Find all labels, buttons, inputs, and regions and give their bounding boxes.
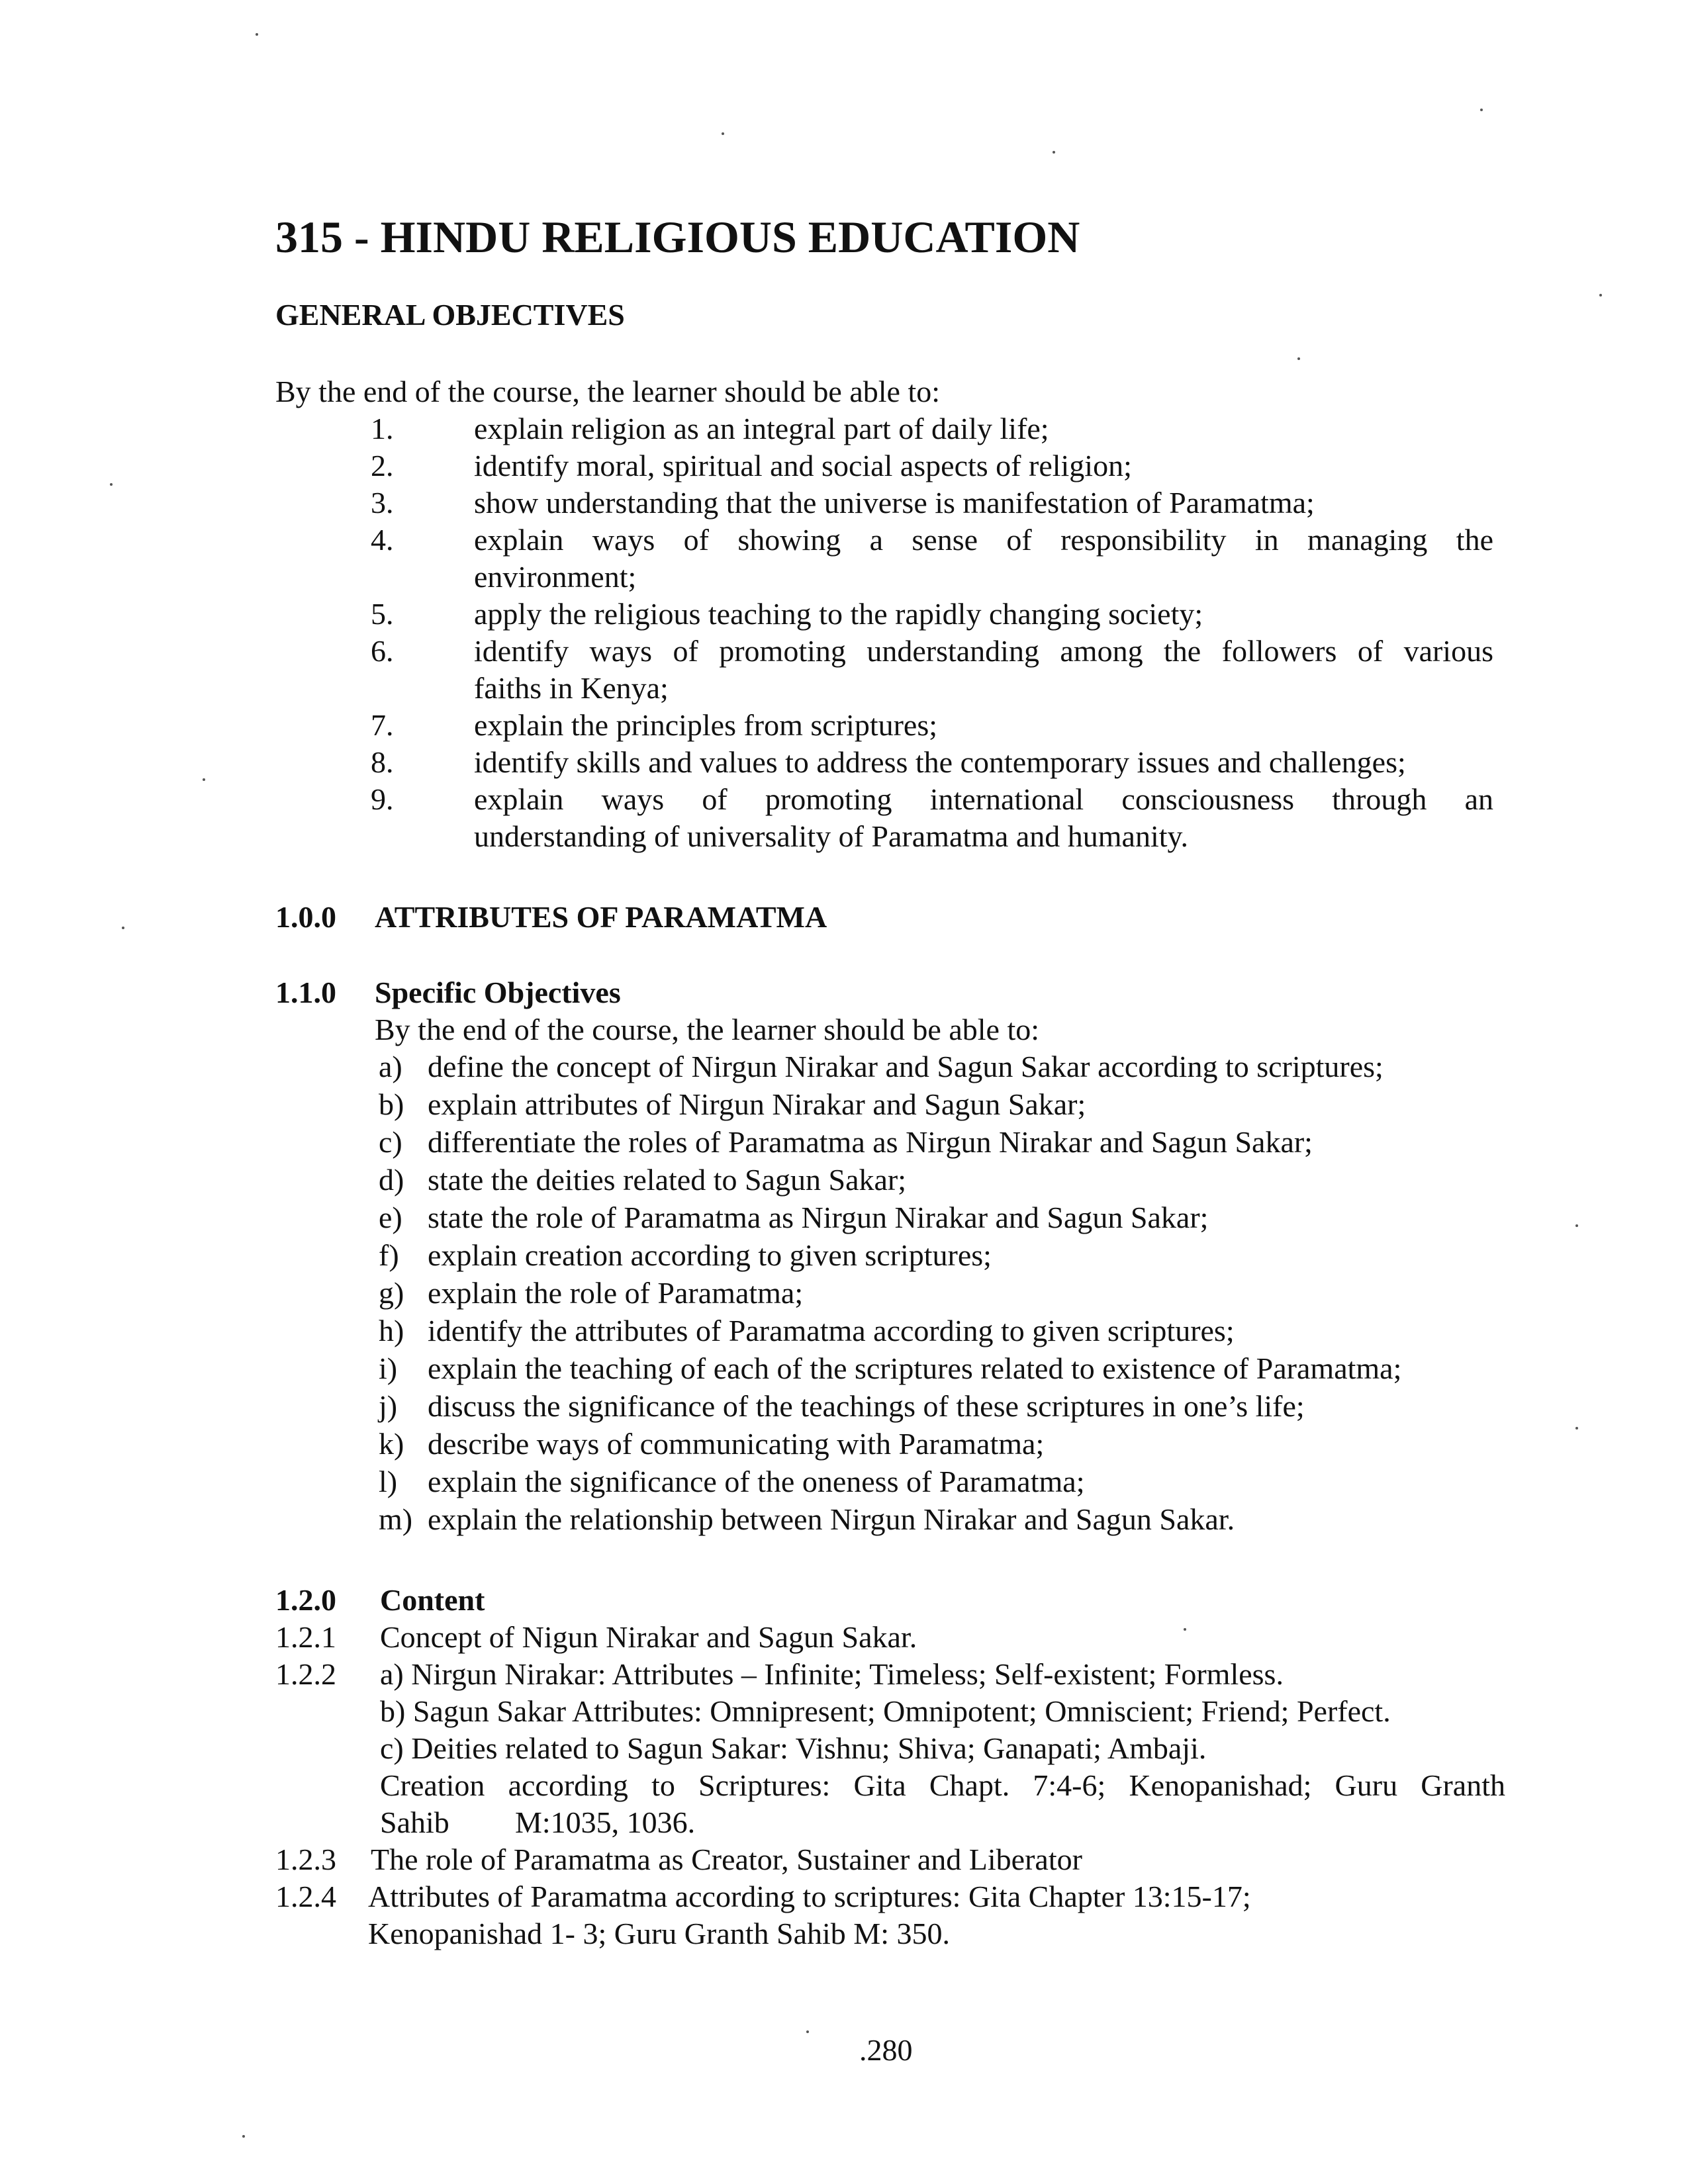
specific-objective-text: explain attributes of Nirgun Nirakar and Sagun Sakar;: [428, 1087, 1086, 1121]
general-objective-number: 5.: [371, 597, 394, 631]
scan-speck: [806, 2030, 809, 2033]
general-objective-text: explain the principles from scriptures;: [474, 708, 938, 742]
specific-objective-letter: b): [379, 1087, 404, 1121]
specific-objective-text: differentiate the roles of Paramatma as Nirgun Nirakar and Sagun Sakar;: [428, 1125, 1313, 1159]
specific-objective-text: state the role of Paramatma as Nirgun Nirakar and Sagun Sakar;: [428, 1201, 1209, 1234]
page-title: 315 - HINDU RELIGIOUS EDUCATION: [275, 212, 1080, 262]
scan-speck: [122, 927, 124, 929]
scan-speck: [1575, 1224, 1578, 1227]
specific-objective-letter: k): [379, 1427, 404, 1461]
general-objective-text: environment;: [474, 560, 637, 594]
scan-speck: [1053, 151, 1055, 154]
content-1-2-2-creation-line1: Creation according to Scriptures: Gita Chapt. 7:4-6; Kenopanishad; Guru Granth: [380, 1768, 1505, 1802]
specific-objective-text: describe ways of communicating with Paramatma;: [428, 1427, 1045, 1461]
scan-speck: [722, 132, 724, 135]
general-objective-number: 9.: [371, 782, 394, 816]
section-title-content: Content: [380, 1583, 485, 1617]
specific-objective-text: identify the attributes of Paramatma according to given scriptures;: [428, 1314, 1235, 1347]
general-objective-text: identify skills and values to address the contemporary issues and challenges;: [474, 745, 1406, 779]
section-title-attributes: ATTRIBUTES OF PARAMATMA: [375, 900, 827, 934]
specific-objective-text: discuss the significance of the teachings of these scriptures in one’s life;: [428, 1389, 1305, 1423]
content-number-1-2-2: 1.2.2: [275, 1657, 336, 1691]
general-objective-text: explain religion as an integral part of daily life;: [474, 412, 1049, 445]
specific-objective-text: explain creation according to given scriptures;: [428, 1238, 992, 1272]
general-objective-number: 1.: [371, 412, 394, 445]
specific-objective-text: state the deities related to Sagun Sakar;: [428, 1163, 906, 1197]
specific-objective-text: explain the teaching of each of the scriptures related to existence of Paramatma;: [428, 1351, 1402, 1385]
content-number-1-2-4: 1.2.4: [275, 1880, 336, 1913]
specific-objective-letter: g): [379, 1276, 404, 1310]
section-number-1-0-0: 1.0.0: [275, 900, 336, 934]
specific-objective-text: explain the significance of the oneness of Paramatma;: [428, 1465, 1085, 1498]
content-number-1-2-1: 1.2.1: [275, 1620, 336, 1654]
scan-speck: [1184, 1628, 1186, 1631]
scan-speck: [1480, 109, 1483, 111]
scan-speck: [110, 483, 113, 486]
general-objective-text: identify moral, spiritual and social aspects of religion;: [474, 449, 1132, 482]
content-text-1-2-3: The role of Paramatma as Creator, Sustainer and Liberator: [371, 1843, 1082, 1876]
specific-objective-letter: f): [379, 1238, 399, 1272]
general-objective-text: identify ways of promoting understanding among the followers of various: [474, 634, 1493, 668]
content-1-2-2-c: c) Deities related to Sagun Sakar: Vishnu; Shiva; Ganapati; Ambaji.: [380, 1731, 1207, 1765]
content-1-2-2-b: b) Sagun Sakar Attributes: Omnipresent; Omnipotent; Omniscient; Friend; Perfect.: [380, 1694, 1391, 1728]
content-number-1-2-3: 1.2.3: [275, 1843, 336, 1876]
general-objectives-heading: GENERAL OBJECTIVES: [275, 298, 625, 332]
specific-objective-letter: d): [379, 1163, 404, 1197]
content-text-1-2-1: Concept of Nigun Nirakar and Sagun Sakar.: [380, 1620, 917, 1654]
general-objective-number: 4.: [371, 523, 394, 557]
general-objective-text: explain ways of showing a sense of responsibility in managing the: [474, 523, 1493, 557]
general-objective-number: 2.: [371, 449, 394, 482]
specific-objective-text: explain the role of Paramatma;: [428, 1276, 804, 1310]
section-title-specific-objectives: Specific Objectives: [375, 976, 621, 1009]
specific-objective-text: explain the relationship between Nirgun Nirakar and Sagun Sakar.: [428, 1502, 1235, 1536]
general-objective-number: 6.: [371, 634, 394, 668]
page-number: .280: [859, 2033, 913, 2067]
general-objective-text: apply the religious teaching to the rapidly changing society;: [474, 597, 1203, 631]
specific-objective-letter: l): [379, 1465, 398, 1498]
content-1-2-2-creation-line2b: M:1035, 1036.: [515, 1805, 696, 1839]
specific-objective-letter: h): [379, 1314, 404, 1347]
general-objective-number: 8.: [371, 745, 394, 779]
specific-objective-letter: a): [379, 1050, 402, 1083]
scan-speck: [1575, 1427, 1578, 1430]
specific-objective-letter: m): [379, 1502, 413, 1536]
general-objective-number: 3.: [371, 486, 394, 520]
specific-objective-letter: i): [379, 1351, 398, 1385]
general-objective-text: understanding of universality of Paramatma and humanity.: [474, 819, 1189, 853]
general-objectives-intro: By the end of the course, the learner should be able to:: [275, 375, 941, 408]
specific-objective-letter: e): [379, 1201, 402, 1234]
scan-speck: [242, 2135, 245, 2138]
general-objective-number: 7.: [371, 708, 394, 742]
specific-objectives-intro: By the end of the course, the learner should be able to:: [375, 1013, 1040, 1046]
general-objective-text: show understanding that the universe is manifestation of Paramatma;: [474, 486, 1315, 520]
content-text-1-2-4-line1: Attributes of Paramatma according to scriptures: Gita Chapter 13:15-17;: [368, 1880, 1251, 1913]
scan-speck: [1599, 294, 1602, 296]
specific-objective-letter: c): [379, 1125, 402, 1159]
scan-speck: [203, 778, 205, 781]
specific-objective-letter: j): [379, 1389, 398, 1423]
content-text-1-2-4-line2: Kenopanishad 1- 3; Guru Granth Sahib M: 350.: [368, 1917, 950, 1950]
content-1-2-2-a: a) Nirgun Nirakar: Attributes – Infinite; Timeless; Self-existent; Formless.: [380, 1657, 1284, 1691]
content-1-2-2-creation-line2a: Sahib: [380, 1805, 449, 1839]
scan-speck: [1297, 357, 1300, 360]
general-objective-text: faiths in Kenya;: [474, 671, 669, 705]
section-number-1-1-0: 1.1.0: [275, 976, 336, 1009]
general-objective-text: explain ways of promoting international consciousness through an: [474, 782, 1493, 816]
section-number-1-2-0: 1.2.0: [275, 1583, 336, 1617]
specific-objective-text: define the concept of Nirgun Nirakar and Sagun Sakar according to scriptures;: [428, 1050, 1383, 1083]
scan-speck: [256, 33, 258, 36]
